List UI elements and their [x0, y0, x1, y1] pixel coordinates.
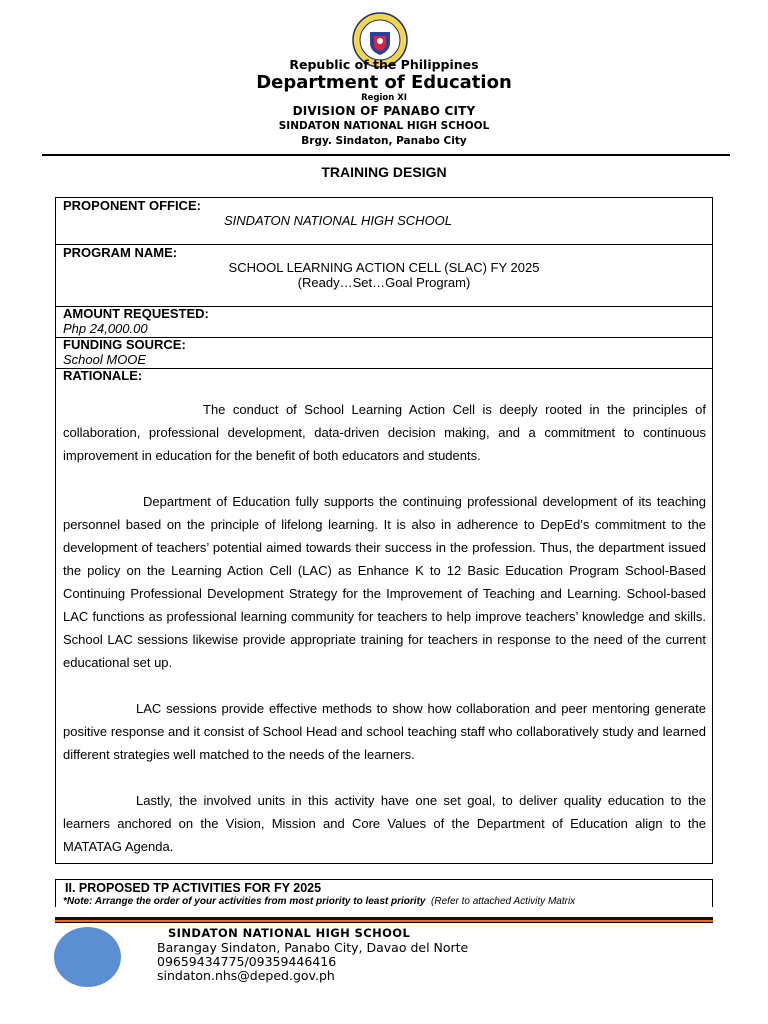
rationale-paragraph-1: The conduct of School Learning Action Cell is deeply rooted in the principles of collaboration, professional development, data-driven decision making, and a commitment to continuous improvement in education for the benefit of both educators and students. — [63, 402, 706, 463]
footer-phone: 09659434775/09359446416 — [157, 954, 337, 969]
header-republic: Republic of the Philippines — [289, 57, 479, 72]
program-name-label: PROGRAM NAME: — [63, 245, 178, 260]
rationale-paragraph-2: Department of Education fully supports the continuing professional development of its teaching personnel based on the principle of lifelong learning. It is also in adherence to DepEd’s commitment to the development of teachers’ potential aimed towards their success in the profession. Thus, the department issued the policy on the Learning Action Cell (LAC) as Enhance K to 12 Basic Education Program School-Based Continuing Professional Development Strategy for the Improvement of Teaching and Learning. School-based LAC functions as professional learning community for teachers to help improve teachers’ knowledge and skills. School LAC sessions likewise provide appropriate training for teachers in response to the need of the current educational set up. — [63, 494, 706, 670]
funding-source-cell — [55, 337, 713, 369]
rationale-paragraph-4: Lastly, the involved units in this activity have one set goal, to deliver quality education to the learners anchored on the Vision, Mission and Core Values of the Department of Education align to the MATATAG Agenda. — [63, 793, 706, 854]
footer-school-name: SINDATON NATIONAL HIGH SCHOOL — [168, 926, 411, 940]
proponent-office-label: PROPONENT OFFICE: — [63, 198, 201, 213]
rationale-cell — [55, 368, 713, 864]
header-region: Region XI — [361, 93, 407, 103]
school-logo-placeholder — [54, 927, 121, 987]
proposed-activities-section — [55, 879, 713, 907]
amount-requested-cell — [55, 306, 713, 338]
header-barangay: Brgy. Sindaton, Panabo City — [301, 135, 467, 147]
program-name-subtitle: (Ready…Set…Goal Program) — [297, 275, 471, 290]
document-title: TRAINING DESIGN — [321, 164, 447, 180]
footer-divider-thin — [55, 922, 713, 923]
footer-address: Barangay Sindaton, Panabo City, Davao del Norte — [157, 940, 469, 955]
proposed-activities-title: II. PROPOSED TP ACTIVITIES FOR FY 2025 — [65, 881, 322, 895]
rationale-label: RATIONALE: — [63, 368, 143, 383]
program-name-value: SCHOOL LEARNING ACTION CELL (SLAC) FY 2025 — [228, 260, 540, 275]
amount-requested-label: AMOUNT REQUESTED: — [63, 306, 209, 321]
priority-note: *Note: Arrange the order of your activities from most priority to least priority — [63, 896, 426, 907]
header-division: DIVISION OF PANABO CITY — [292, 104, 476, 118]
proponent-office-value: SINDATON NATIONAL HIGH SCHOOL — [224, 213, 453, 228]
amount-requested-value: Php 24,000.00 — [63, 321, 148, 336]
proponent-office-cell — [55, 197, 713, 245]
program-name-cell — [55, 244, 713, 307]
funding-source-value: School MOOE — [63, 352, 147, 367]
footer-email[interactable]: sindaton.nhs@deped.gov.ph — [157, 968, 335, 983]
funding-source-label: FUNDING SOURCE: — [63, 337, 186, 352]
activity-matrix-reference: (Refer to attached Activity Matrix — [431, 896, 576, 907]
rationale-paragraph-3: LAC sessions provide effective methods to show how collaboration and peer mentoring generate positive response and it consist of School Head and school teaching staff who collaboratively study and learned different strategies well matched to the needs of the learners. — [63, 701, 706, 762]
header-department: Department of Education — [256, 72, 512, 93]
header-school: SINDATON NATIONAL HIGH SCHOOL — [278, 120, 490, 132]
proposed-activities-note — [63, 896, 575, 907]
header-divider — [42, 154, 730, 156]
